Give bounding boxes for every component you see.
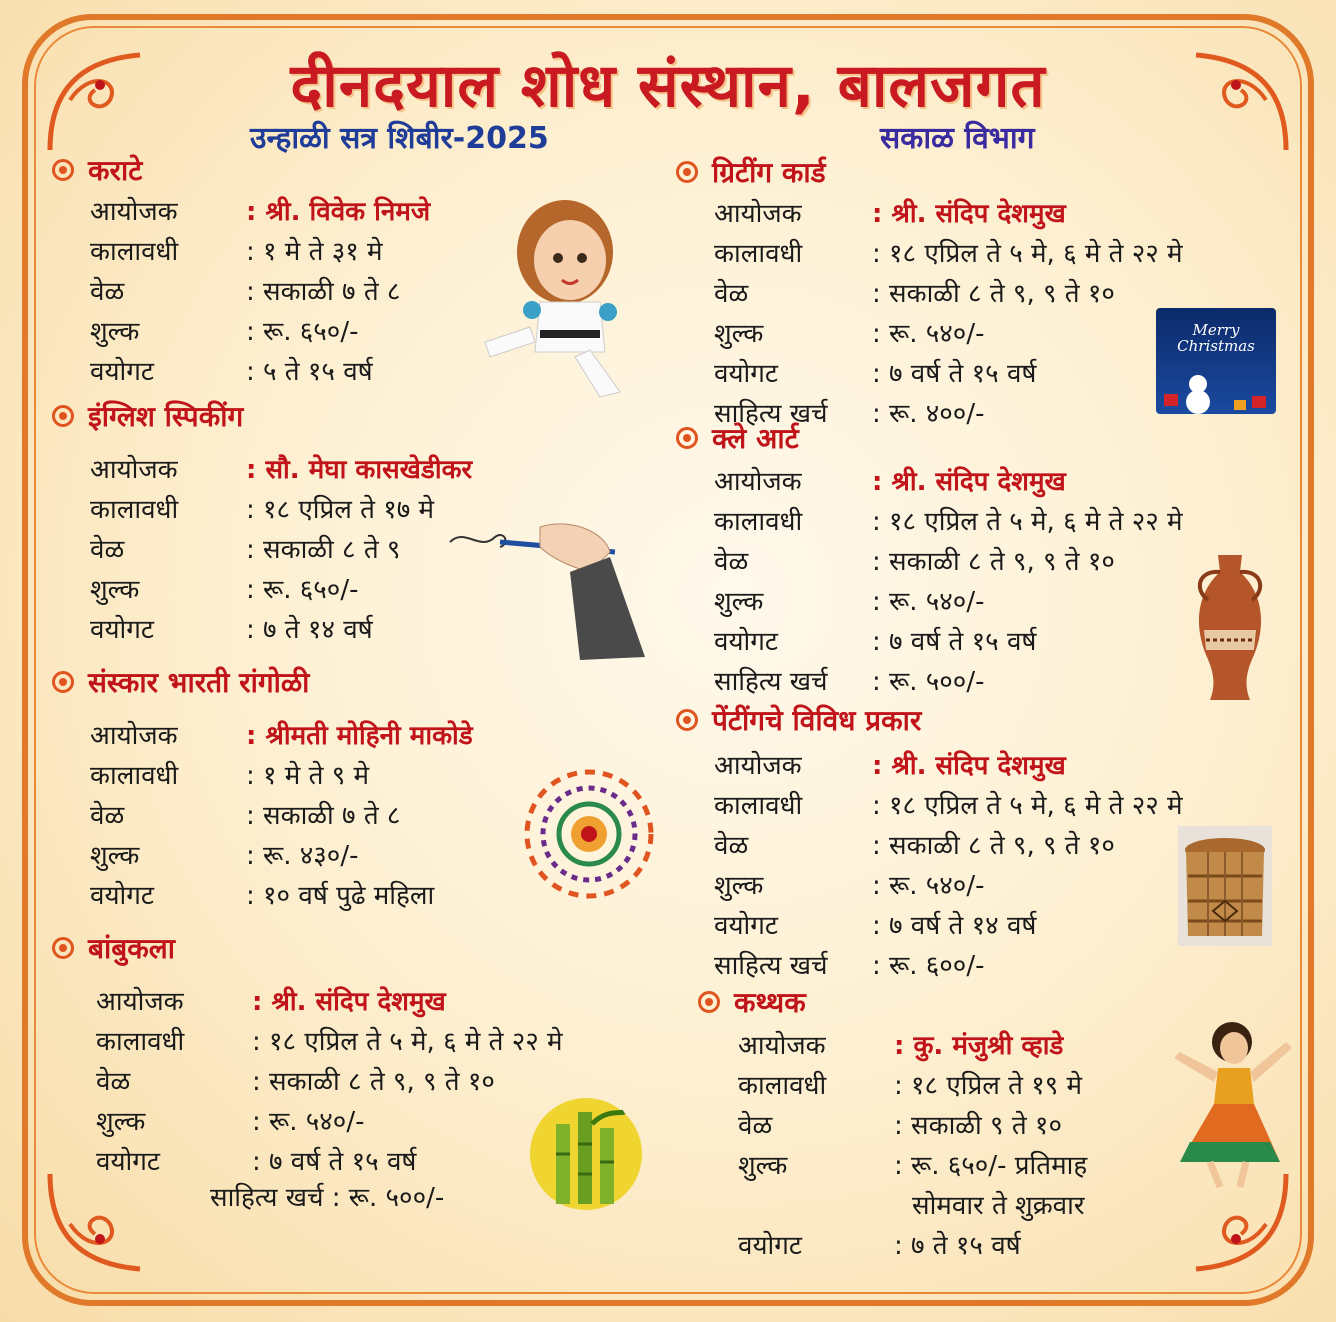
label-age: वयोगट [714, 359, 779, 389]
section-bamboo-craft [52, 928, 563, 1180]
bullet-icon [52, 937, 74, 959]
label-duration: कालावधी [96, 1027, 185, 1057]
label-organizer: आयोजक [90, 197, 178, 227]
value-time: : सकाळी ८ ते ९, ९ ते १० [872, 547, 1115, 577]
value-organizer: : कु. मंजुश्री व्हाडे [894, 1031, 1064, 1061]
label-age: वयोगट [738, 1231, 803, 1261]
camp-subtitle: उन्हाळी सत्र शिबीर-2025 [250, 121, 549, 156]
value-time: : सकाळी ९ ते १० [894, 1111, 1062, 1141]
label-duration: कालावधी [714, 239, 803, 269]
value-organizer: : श्री. संदिप देशमुख [252, 987, 446, 1017]
value-fee: : रू. ५४०/- [872, 319, 985, 349]
label-fee: शुल्क [90, 841, 140, 871]
label-duration: कालावधी [90, 761, 179, 791]
section-greeting-card [676, 152, 1183, 432]
value-fee: : रू. ५४०/- [252, 1107, 365, 1137]
label-time: वेळ [714, 279, 749, 309]
label-time: वेळ [714, 547, 749, 577]
value-organizer: : श्री. संदिप देशमुख [872, 751, 1066, 781]
corner-ornament-bottom-left [40, 1164, 160, 1284]
bullet-icon [698, 991, 720, 1013]
label-time: वेळ [714, 831, 749, 861]
label-organizer: आयोजक [96, 987, 184, 1017]
section-clay-art [676, 418, 1183, 700]
value-age: : ७ वर्ष ते १४ वर्ष [872, 911, 1037, 941]
label-age: वयोगट [714, 911, 779, 941]
label-age: वयोगट [714, 627, 779, 657]
value-duration: : १ मे ते ९ मे [246, 761, 370, 791]
bamboo-illustration [526, 1094, 646, 1214]
value-duration: : १८ एप्रिल ते १९ मे [894, 1071, 1083, 1101]
section-title: कराटे [88, 154, 143, 187]
label-age: वयोगट [90, 881, 155, 911]
value-time: : सकाळी ८ ते ९, ९ ते १० [872, 831, 1115, 861]
section-title: ग्रिटींग कार्ड [712, 156, 826, 189]
label-time: वेळ [90, 535, 125, 565]
bullet-icon [52, 159, 74, 181]
value-material: : रू. ५००/- [872, 667, 985, 697]
value-material: : रू. ६००/- [872, 951, 985, 981]
page-title: दीनदयाल शोध संस्थान, बालजगत [290, 51, 1046, 121]
value-duration: : १८ एप्रिल ते ५ मे, ६ मे ते २२ मे [872, 507, 1183, 537]
value-time: : सकाळी ७ ते ८ [246, 277, 401, 307]
section-kathak [698, 982, 1087, 1264]
section-title: संस्कार भारती रांगोळी [88, 666, 310, 699]
label-time: वेळ [90, 277, 125, 307]
value-organizer: : श्री. संदिप देशमुख [872, 467, 1066, 497]
christmas-card-image [1156, 308, 1276, 414]
value-organizer: : श्रीमती मोहिनी माकोडे [246, 721, 473, 751]
section-rangoli [52, 662, 473, 914]
label-organizer: आयोजक [714, 751, 802, 781]
value-organizer: : श्री. विवेक निमजे [246, 197, 431, 227]
label-material: साहित्य खर्च [714, 667, 828, 697]
value-age: : १० वर्ष पुढे महिला [246, 881, 435, 911]
card-text-line2: Christmas [1177, 337, 1255, 355]
section-title: इंग्लिश स्पिकींग [88, 400, 244, 433]
value-age: : ७ वर्ष ते १५ वर्ष [872, 627, 1037, 657]
label-organizer: आयोजक [714, 199, 802, 229]
label-organizer: आयोजक [714, 467, 802, 497]
label-age: वयोगट [90, 615, 155, 645]
value-fee: : रू. ६५०/- [246, 575, 359, 605]
writing-hand-illustration [440, 512, 650, 662]
value-age: : ७ वर्ष ते १५ वर्ष [252, 1147, 417, 1177]
karate-girl-illustration [470, 192, 660, 402]
clay-vase-illustration [1188, 550, 1272, 706]
bullet-icon [676, 709, 698, 731]
value-fee: : रू. ६५०/- प्रतिमाह [894, 1151, 1088, 1181]
label-age: वयोगट [96, 1147, 161, 1177]
section-title: कथ्थक [734, 986, 806, 1019]
bullet-icon [676, 427, 698, 449]
value-time: : सकाळी ८ ते ९ [246, 535, 401, 565]
label-duration: कालावधी [714, 507, 803, 537]
section-english-speaking [52, 396, 472, 648]
label-fee: शुल्क [714, 871, 764, 901]
card-text-line1: Merry [1192, 321, 1240, 339]
section-title: पेंटींगचे विविध प्रकार [712, 704, 922, 737]
bullet-icon [676, 161, 698, 183]
label-organizer: आयोजक [90, 455, 178, 485]
value-age: : ५ ते १५ वर्ष [246, 357, 373, 387]
kathak-dancer-illustration [1160, 1012, 1300, 1192]
value-duration: : १८ एप्रिल ते १७ मे [246, 495, 435, 525]
label-material: साहित्य खर्च [714, 951, 828, 981]
rangoli-illustration [516, 764, 662, 904]
value-duration: : १८ एप्रिल ते ५ मे, ६ मे ते २२ मे [872, 239, 1183, 269]
label-duration: कालावधी [714, 791, 803, 821]
label-age: वयोगट [90, 357, 155, 387]
label-time: वेळ [90, 801, 125, 831]
value-time: : सकाळी ७ ते ८ [246, 801, 401, 831]
value-organizer: : सौ. मेघा कासखेडीकर [246, 455, 473, 485]
label-fee: शुल्क [90, 317, 140, 347]
value-duration: : १८ एप्रिल ते ५ मे, ६ मे ते २२ मे [252, 1027, 563, 1057]
label-fee: शुल्क [738, 1151, 788, 1181]
value-fee: : रू. ५४०/- [872, 587, 985, 617]
label-material: साहित्य खर्च [714, 399, 828, 429]
bullet-icon [52, 405, 74, 427]
woven-basket-image [1178, 826, 1272, 946]
value-age: : ७ ते १५ वर्ष [894, 1231, 1021, 1261]
label-organizer: आयोजक [738, 1031, 826, 1061]
value-age: : ७ ते १४ वर्ष [246, 615, 373, 645]
value-fee: : रू. ६५०/- [246, 317, 359, 347]
label-fee: शुल्क [96, 1107, 146, 1137]
label-duration: कालावधी [90, 495, 179, 525]
value-fee: : रू. ५४०/- [872, 871, 985, 901]
value-time: : सकाळी ८ ते ९, ९ ते १० [252, 1067, 495, 1097]
section-title: क्ले आर्ट [712, 422, 799, 455]
value-fee-extra: सोमवार ते शुक्रवार [912, 1191, 1085, 1221]
value-organizer: : श्री. संदिप देशमुख [872, 199, 1066, 229]
section-painting [676, 700, 1183, 984]
bullet-icon [52, 671, 74, 693]
section-karate [52, 150, 430, 390]
label-time: वेळ [96, 1067, 131, 1097]
label-fee: शुल्क [714, 319, 764, 349]
label-organizer: आयोजक [90, 721, 178, 751]
label-fee: शुल्क [90, 575, 140, 605]
session-subtitle: सकाळ विभाग [880, 121, 1035, 156]
label-duration: कालावधी [90, 237, 179, 267]
label-duration: कालावधी [738, 1071, 827, 1101]
bamboo-material-cost: साहित्य खर्च : रू. ५००/- [210, 1183, 445, 1213]
value-duration: : १८ एप्रिल ते ५ मे, ६ मे ते २२ मे [872, 791, 1183, 821]
value-age: : ७ वर्ष ते १५ वर्ष [872, 359, 1037, 389]
label-time: वेळ [738, 1111, 773, 1141]
snowman-icon [1156, 364, 1276, 414]
value-fee: : रू. ४३०/- [246, 841, 359, 871]
value-material: : रू. ४००/- [872, 399, 985, 429]
value-time: : सकाळी ८ ते ९, ९ ते १० [872, 279, 1115, 309]
label-fee: शुल्क [714, 587, 764, 617]
value-duration: : १ मे ते ३१ मे [246, 237, 383, 267]
section-title: बांबुकला [88, 932, 175, 965]
